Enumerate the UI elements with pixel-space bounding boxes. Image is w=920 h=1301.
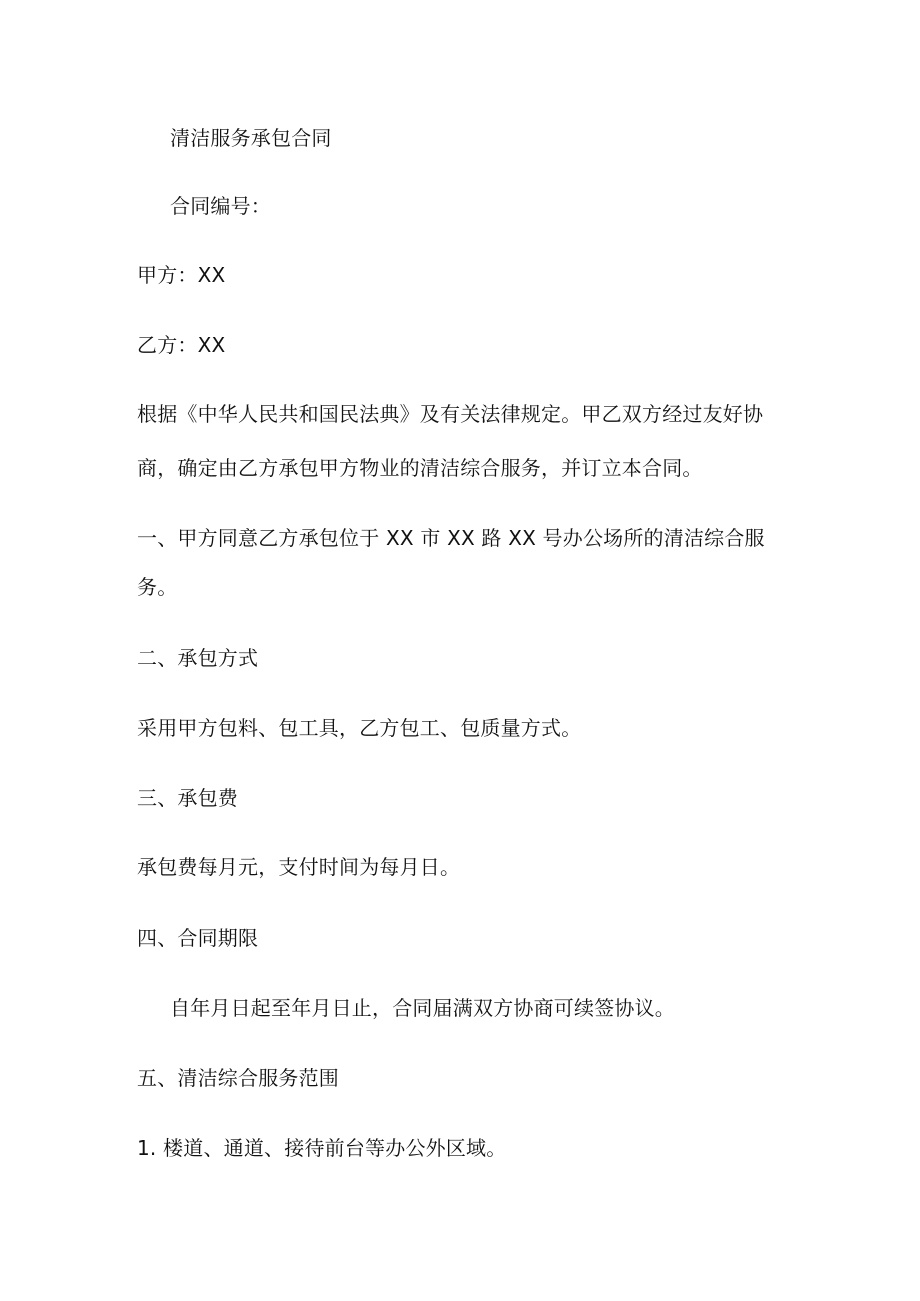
section-4-body: 自年月日起至年月日止，合同届满双方协商可续签协议。 — [170, 996, 675, 1020]
section-1-line-2: 务。 — [137, 575, 178, 599]
section-5-heading: 五、清洁综合服务范围 — [137, 1066, 339, 1090]
preamble-line-1: 根据《中华人民共和国民法典》及有关法律规定。甲乙双方经过友好协 — [137, 402, 764, 426]
section-2-heading: 二、承包方式 — [137, 646, 259, 670]
section-2-body: 采用甲方包料、包工具，乙方包工、包质量方式。 — [137, 716, 582, 740]
contract-number-label: 合同编号： — [170, 194, 271, 218]
preamble-line-2: 商，确定由乙方承包甲方物业的清洁综合服务，并订立本合同。 — [137, 456, 703, 480]
party-a: 甲方：XX — [137, 263, 226, 287]
document-title: 清洁服务承包合同 — [170, 126, 332, 150]
section-3-heading: 三、承包费 — [137, 786, 238, 810]
party-b: 乙方：XX — [137, 333, 226, 357]
section-4-heading: 四、合同期限 — [137, 926, 259, 950]
section-5-item-1: 1. 楼道、通道、接待前台等办公外区域。 — [137, 1136, 507, 1160]
section-3-body: 承包费每月元，支付时间为每月日。 — [137, 855, 461, 879]
section-1-line-1: 一、甲方同意乙方承包位于 XX 市 XX 路 XX 号办公场所的清洁综合服 — [137, 526, 765, 550]
